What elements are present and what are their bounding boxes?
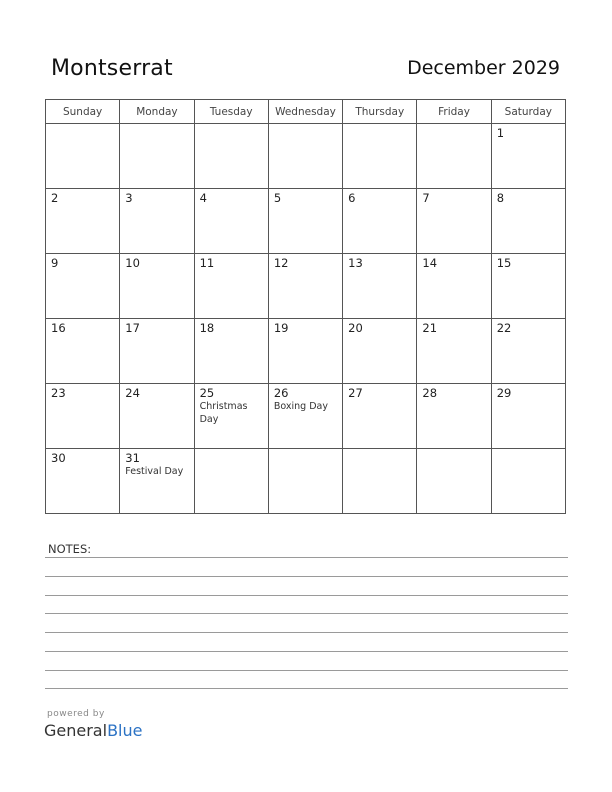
calendar-day-cell — [120, 449, 194, 514]
day-number: 26 — [273, 386, 289, 400]
calendar-day-cell — [268, 254, 342, 319]
calendar-day-cell — [120, 254, 194, 319]
calendar-body — [46, 124, 566, 514]
day-number — [343, 124, 416, 127]
day-number: 23 — [51, 386, 66, 400]
day-number: 31 — [125, 451, 140, 465]
day-number: 20 — [348, 321, 363, 335]
day-number: 10 — [125, 256, 140, 270]
day-number: 24 — [125, 386, 140, 400]
day-number — [417, 449, 490, 452]
day-number: 1 — [496, 126, 505, 140]
day-number: 14 — [422, 256, 438, 270]
day-number: 15 — [496, 256, 512, 270]
weekday-header-row — [46, 100, 566, 124]
day-number: 27 — [348, 386, 363, 400]
day-number: 5 — [273, 191, 282, 205]
brand-general-text: General — [44, 721, 108, 740]
powered-by-text: powered by — [47, 709, 105, 719]
brand-logo — [44, 721, 142, 740]
calendar-day-cell — [343, 189, 417, 254]
notes-line — [45, 613, 568, 614]
calendar-day-cell — [46, 449, 120, 514]
calendar-day-cell — [417, 384, 491, 449]
calendar-day-cell — [491, 254, 565, 319]
day-number — [195, 124, 268, 127]
notes-line — [45, 688, 568, 689]
day-number: 11 — [199, 256, 215, 270]
day-number: 19 — [273, 321, 289, 335]
notes-line — [45, 595, 568, 596]
calendar-day-cell — [194, 449, 268, 514]
calendar-country-title: Montserrat — [51, 56, 173, 81]
calendar-day-cell — [46, 189, 120, 254]
weekday-header-tuesday: Tuesday — [194, 100, 268, 124]
calendar-week-row — [46, 449, 566, 514]
weekday-header-wednesday: Wednesday — [268, 100, 342, 124]
calendar-day-cell — [491, 124, 565, 189]
day-number: 22 — [496, 321, 512, 335]
calendar-day-cell — [343, 124, 417, 189]
calendar-week-row — [46, 124, 566, 189]
calendar-day-cell — [46, 384, 120, 449]
day-number: 12 — [273, 256, 289, 270]
day-number: 25 — [199, 386, 215, 400]
day-number — [120, 124, 193, 127]
notes-line — [45, 557, 568, 558]
notes-line — [45, 670, 568, 671]
day-number — [492, 449, 565, 452]
calendar-day-cell — [343, 449, 417, 514]
calendar-day-cell — [417, 254, 491, 319]
calendar-day-cell — [268, 189, 342, 254]
notes-line — [45, 632, 568, 633]
day-number: 3 — [125, 191, 133, 205]
calendar-day-cell — [491, 319, 565, 384]
calendar-day-cell — [194, 254, 268, 319]
calendar-day-cell — [194, 189, 268, 254]
holiday-event: Christmas Day — [199, 401, 248, 425]
calendar-day-cell — [46, 254, 120, 319]
brand-blue-text: Blue — [107, 721, 143, 740]
calendar-day-cell — [46, 319, 120, 384]
notes-label: NOTES: — [48, 542, 92, 556]
calendar-day-cell — [343, 319, 417, 384]
day-number: 6 — [348, 191, 356, 205]
calendar-day-cell — [268, 124, 342, 189]
notes-line — [45, 651, 568, 652]
calendar-day-cell — [343, 384, 417, 449]
calendar-day-cell — [194, 124, 268, 189]
weekday-header-saturday: Saturday — [491, 100, 565, 124]
calendar-day-cell — [194, 319, 268, 384]
day-number — [343, 449, 416, 452]
day-number: 4 — [199, 191, 207, 205]
calendar-month-title: December 2029 — [407, 57, 560, 79]
calendar-day-cell — [268, 319, 342, 384]
day-number: 8 — [496, 191, 505, 205]
calendar-week-row — [46, 254, 566, 319]
day-number — [269, 124, 342, 127]
calendar-day-cell — [120, 189, 194, 254]
calendar-day-cell — [268, 449, 342, 514]
day-number: 28 — [422, 386, 438, 400]
calendar-week-row — [46, 319, 566, 384]
weekday-header-sunday: Sunday — [46, 100, 120, 124]
holiday-event: Festival Day — [125, 466, 184, 477]
calendar-day-cell — [194, 384, 268, 449]
calendar-day-cell — [120, 384, 194, 449]
day-number: 18 — [199, 321, 215, 335]
day-number — [195, 449, 268, 452]
calendar-day-cell — [491, 384, 565, 449]
calendar-day-cell — [120, 319, 194, 384]
calendar-day-cell — [46, 124, 120, 189]
calendar-week-row — [46, 384, 566, 449]
calendar-day-cell — [417, 189, 491, 254]
holiday-event: Boxing Day — [273, 401, 328, 412]
calendar-day-cell — [417, 124, 491, 189]
notes-line — [45, 576, 568, 577]
day-number: 13 — [348, 256, 363, 270]
day-number: 9 — [51, 256, 59, 270]
day-number: 2 — [51, 191, 59, 205]
calendar-day-cell — [417, 319, 491, 384]
day-number — [46, 124, 119, 127]
calendar-day-cell — [268, 384, 342, 449]
calendar-day-cell — [491, 449, 565, 514]
weekday-header-friday: Friday — [417, 100, 491, 124]
day-number: 7 — [422, 191, 430, 205]
day-number: 30 — [51, 451, 66, 465]
calendar-day-cell — [491, 189, 565, 254]
day-number: 17 — [125, 321, 140, 335]
day-number: 21 — [422, 321, 438, 335]
calendar-day-cell — [120, 124, 194, 189]
day-number — [417, 124, 490, 127]
day-number: 16 — [51, 321, 66, 335]
weekday-header-thursday: Thursday — [343, 100, 417, 124]
day-number — [269, 449, 342, 452]
calendar-grid — [45, 99, 566, 514]
day-number: 29 — [496, 386, 512, 400]
calendar-week-row — [46, 189, 566, 254]
weekday-header-monday: Monday — [120, 100, 194, 124]
calendar-day-cell — [417, 449, 491, 514]
calendar-day-cell — [343, 254, 417, 319]
